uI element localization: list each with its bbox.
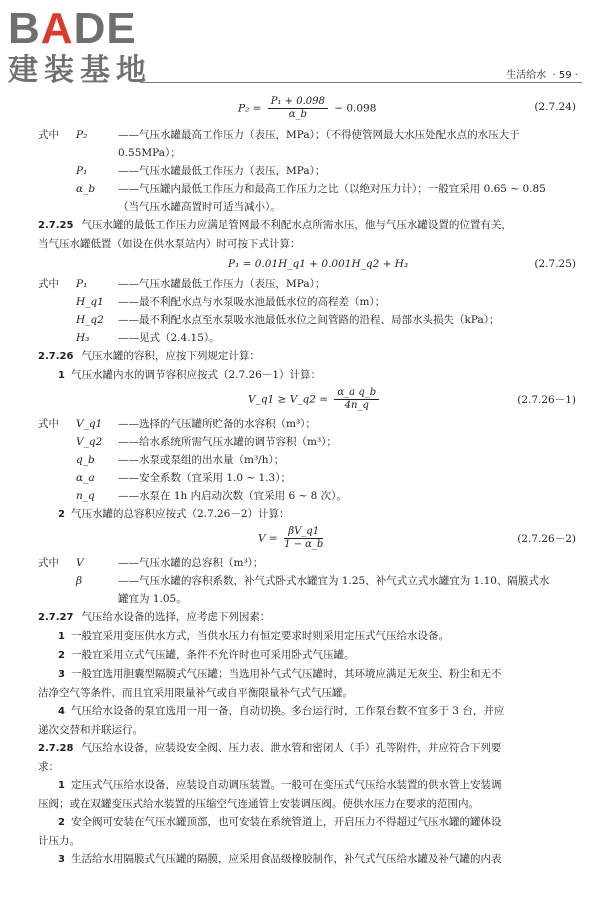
clause-2-7-26: 2.7.26 气压水罐的容积，应按下列规定计算： xyxy=(38,350,260,362)
equation-2-7-24: P₂ = $\frac{\text{P₁ + 0.098}}{\alpha\_b}$ − 0.098 (2.7.24) xyxy=(238,96,576,120)
equation-2-7-26-1: V_q1 ≥ V_q2 = $\frac{\text{α\_a q\_b}}{4n\_q}$ (2.7.26－1) xyxy=(248,387,576,411)
running-header xyxy=(506,66,578,81)
clause-2-7-28: 2.7.28 气压给水设备，应装设安全阀、压力表、泄水管和密闭人（手）孔等附件，并应符合下列要 xyxy=(38,742,502,754)
definitions-2-7-26-1: 式中 V_q1 ——选择的气压罐所贮备的水容积（m³）； V_q2 ——给水系统所需气压水罐的调节容积（m³）； q_b ——水泵或泵组的出水量（m³/h）； α_a ——安全系数（宜采用 1.0 ~ 1.3）； n_q ——水泵在 1h 内启动次数（宜采用 6 ~ 8 次）。 xyxy=(38,418,347,502)
equation-number: (2.7.26－1) xyxy=(517,394,576,406)
brand-logo xyxy=(8,6,152,88)
header-rule xyxy=(140,82,582,83)
equation-2-7-25: P₁ = 0.01H_q1 + 0.001H_q2 + H₃ (2.7.25) xyxy=(38,253,576,275)
logo-wordmark: BADE xyxy=(8,4,137,53)
equation-number: (2.7.24) xyxy=(534,101,576,113)
equation-number: (2.7.25) xyxy=(534,258,576,270)
definitions-2-7-24: 式中 P₂ ——气压水罐最高工作压力（表压，MPa）；（不得使管网最大水压处配水点的水压大于 0.55MPa）； P₁ ——气压水罐最低工作压力（表压，MPa）； α_b ——气压罐内最低工作压力和最高工作压力之比（以绝对压力计）；一般宜采用 0.65 ~ 0.85 （当气压水罐高置时可适当减小）。 xyxy=(38,129,546,213)
logo-chinese-text: 建装基地 xyxy=(8,53,152,88)
equation-number: (2.7.26－2) xyxy=(517,533,576,545)
page-body: P₂ = $\frac{\text{P₁ + 0.098}}{\alpha\_b}$ − 0.098 (2.7.24) 式中 P₂ ——气压水罐最高工作压力（表压，MPa）；（不得使管网最大水压处配水点的水压大于 0.55MPa）； P₁ ——气压水罐最低工作压力（表压，MPa）； α_b ——气压罐内最低工作压力和最高工作压力之比（以绝对压力计）；一般宜采用 0.65 ~ 0.85 （当气压水罐高置时可适当减小）。 2.7.25 气压水罐的最低工作压力应满足管网最不利配水点所需水压，他与气压水罐设置的位置有关， 当气压水罐低置（如设在供水泵站内）时可按下式计算： P₁ = 0.01H_q1 + 0.001H_q2 + H₃ (2.7.25) 式中 P₁ ——气压水罐最低工作压力（表压，MPa）； H_q1 ——最不利配水点与水泵吸水池最低水位的高程差（m）； H_q2 ——最不利配水点至水泵吸水池最低水位之间管路的沿程、局部水头损失（kPa）； H₃ ——见式（2.4.15）。 2.7.26 气压水罐的容积，应按下列规定计算： 1 气压水罐内水的调节容积应按式（2.7.26－1）计算： V_q1 ≥ V_q2 = $\frac{\text{α\_a q\_b}}{4n\_q}$ (2.7.26－1) 式中 V_q1 ——选择的气压罐所贮备的水容积（m³）； V_q2 ——给水系统所需气压水罐的调节容积（m³）； q_b ——水泵或泵组的出水量（m³/h）； α_a ——安全系数（宜采用 1.0 ~ 1.3）； n_q ——水泵在 1h 内启动次数（宜采用 6 ~ 8 次）。 2 气压水罐的总容积应按式（2.7.26－2）计算： V = $\frac{\beta V\_q1}{1 - \alpha\_b}$ (2.7.26－2) 式中 V ——气压水罐的总容积（m³）； β ——气压水罐的容积系数，补气式卧式水罐宜为 1.25、补气式立式水罐宜为 1.10、隔膜式水 罐宜为 1.05。 2.7.27 气压给水设备的选择，应考虑下列因素： 1 一般宜采用变压供水方式，当供水压力有恒定要求时则采用定压式气压给水设备。 2 一般宜采用立式气压罐，条件不允许时也可采用卧式气压罐。 3 一般宜选用胆囊型隔膜式气压罐；当选用补气式气压罐时，其环境应满足无灰尘、粉尘和无不 洁净空气等条件，而且宜采用限量补气或自平衡限量补气式气压罐。 4 气压给水设备的泵宜选用一用一备，自动切换。多台运行时，工作泵台数不宜多于 3 台，并应 递次交替和并联运行。 2.7.28 气压给水设备，应装设安全阀、压力表、泄水管和密闭人（手）孔等附件，并应符合下列要 求： 1 定压式气压给水设备，应装设自动调压装置。一般可在变压式气压给水装置的供水管上安装调 压阀；或在双罐变压式给水装置的压缩空气连通管上安装调压阀。使供水压力在要求的范围内。 2 安全阀可安装在气压水罐顶部，也可安装在系统管道上，开启压力不得超过气压水罐的罐体设 计压力。 3 生活给水用隔膜式气压罐的隔膜，应采用食品级橡胶制作，补气式气压给水罐及补气罐的内表 xyxy=(38,96,576,865)
section-label: 生活给水 xyxy=(506,70,547,81)
definitions-2-7-26-2: 式中 V ——气压水罐的总容积（m³）； β ——气压水罐的容积系数，补气式卧式水罐宜为 1.25、补气式立式水罐宜为 1.10、隔膜式水 罐宜为 1.05。 xyxy=(38,557,550,605)
clause-2-7-27: 2.7.27 气压给水设备的选择，应考虑下列因素： xyxy=(38,611,271,623)
equation-2-7-26-2: V = $\frac{\beta V\_q1}{1 - \alpha\_b}$ (2.7.26－2) xyxy=(258,526,576,550)
definitions-2-7-25: 式中 P₁ ——气压水罐最低工作压力（表压，MPa）； H_q1 ——最不利配水点与水泵吸水池最低水位的高程差（m）； H_q2 ——最不利配水点至水泵吸水池最低水位之间管路的沿程、局部水头损失（kPa）； H₃ ——见式（2.4.15）。 xyxy=(38,278,500,344)
clause-2-7-25: 2.7.25 气压水罐的最低工作压力应满足管网最不利配水点所需水压，他与气压水罐设置的位置有关， xyxy=(38,219,512,231)
page-number: · 59 · xyxy=(552,70,578,81)
